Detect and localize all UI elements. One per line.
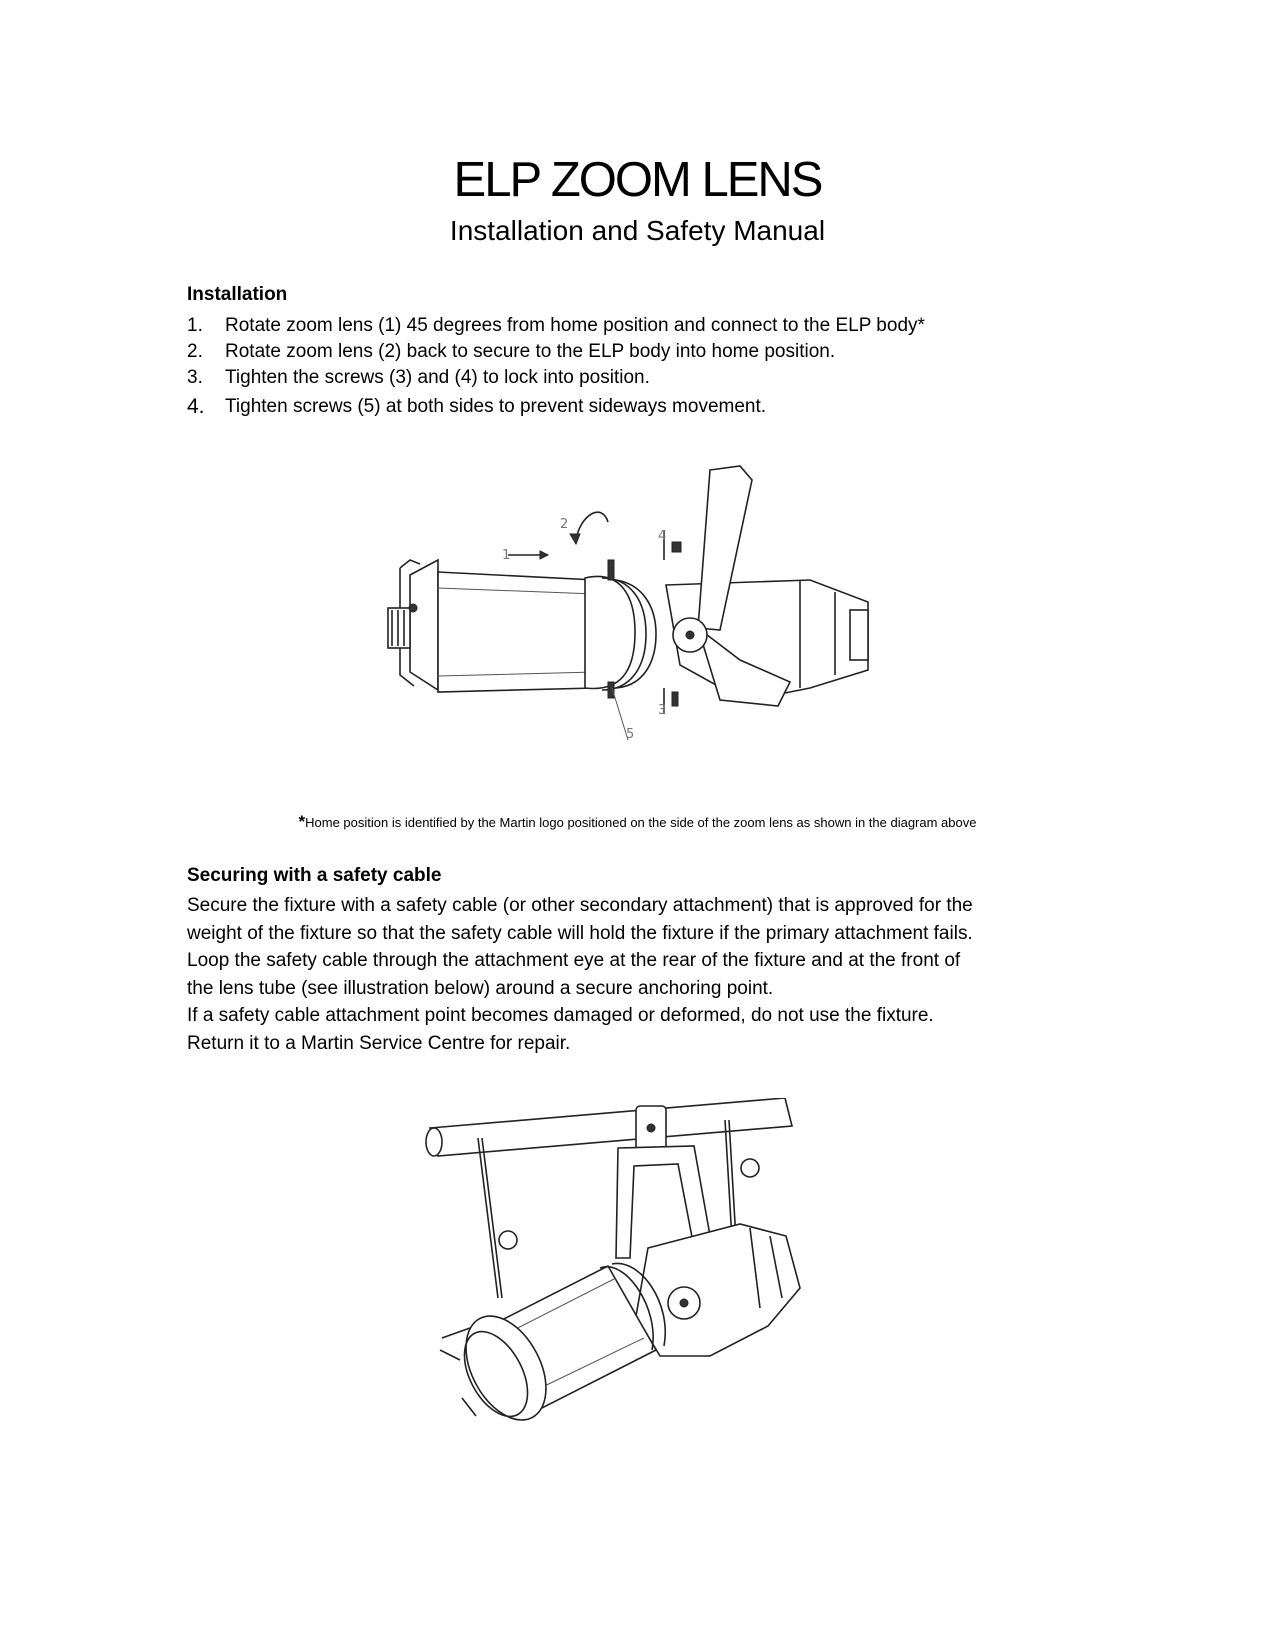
step-text: Rotate zoom lens (2) back to secure to the ELP body into home position. <box>225 341 836 362</box>
callout-1: 1 <box>502 548 511 563</box>
safety-heading: Securing with a safety cable <box>187 865 442 886</box>
zoom-lens-installation-diagram <box>380 460 900 770</box>
safety-line: If a safety cable attachment point becomes damaged or deformed, do not use the fixture. <box>187 1005 934 1026</box>
home-position-note <box>0 812 1275 833</box>
step-number: 3. <box>187 367 203 388</box>
callout-5: 5 <box>626 727 635 742</box>
safety-cable-illustration <box>420 1098 820 1468</box>
list-item <box>187 339 925 365</box>
list-item <box>187 365 925 391</box>
safety-line: the lens tube (see illustration below) around a secure anchoring point. <box>187 977 774 999</box>
safety-line: Return it to a Martin Service Centre for repair. <box>187 1032 571 1054</box>
safety-line: weight of the fixture so that the safety cable will hold the fixture if the primary attachment fails. <box>187 922 973 944</box>
page-title: ELP ZOOM LENS <box>453 153 822 207</box>
installation-steps <box>187 313 925 420</box>
callout-4: 4 <box>658 529 667 544</box>
callout-2: 2 <box>560 517 569 532</box>
safety-line: Secure the fixture with a safety cable (or other secondary attachment) that is approved for the <box>187 895 973 916</box>
page-subtitle: Installation and Safety Manual <box>449 215 826 246</box>
note-text: Home position is identified by the Martin logo positioned on the side of the zoom lens as shown in the diagram above <box>305 815 977 830</box>
step-number: 2. <box>187 341 203 362</box>
step-text: Tighten the screws (3) and (4) to lock into position. <box>225 367 650 388</box>
list-item <box>187 313 925 339</box>
step-text: Tighten screws (5) at both sides to prevent sideways movement. <box>225 396 767 417</box>
safety-line: Loop the safety cable through the attachment eye at the rear of the fixture and at the front of <box>187 950 961 971</box>
step-text: Rotate zoom lens (1) 45 degrees from home position and connect to the ELP body* <box>225 315 925 336</box>
callout-3: 3 <box>658 703 667 718</box>
note-asterisk: * <box>298 812 306 831</box>
step-number: 1. <box>187 315 203 336</box>
safety-paragraph <box>187 892 1107 1057</box>
list-item <box>187 394 925 420</box>
step-number: 4. <box>187 395 205 418</box>
installation-heading: Installation <box>187 284 288 305</box>
